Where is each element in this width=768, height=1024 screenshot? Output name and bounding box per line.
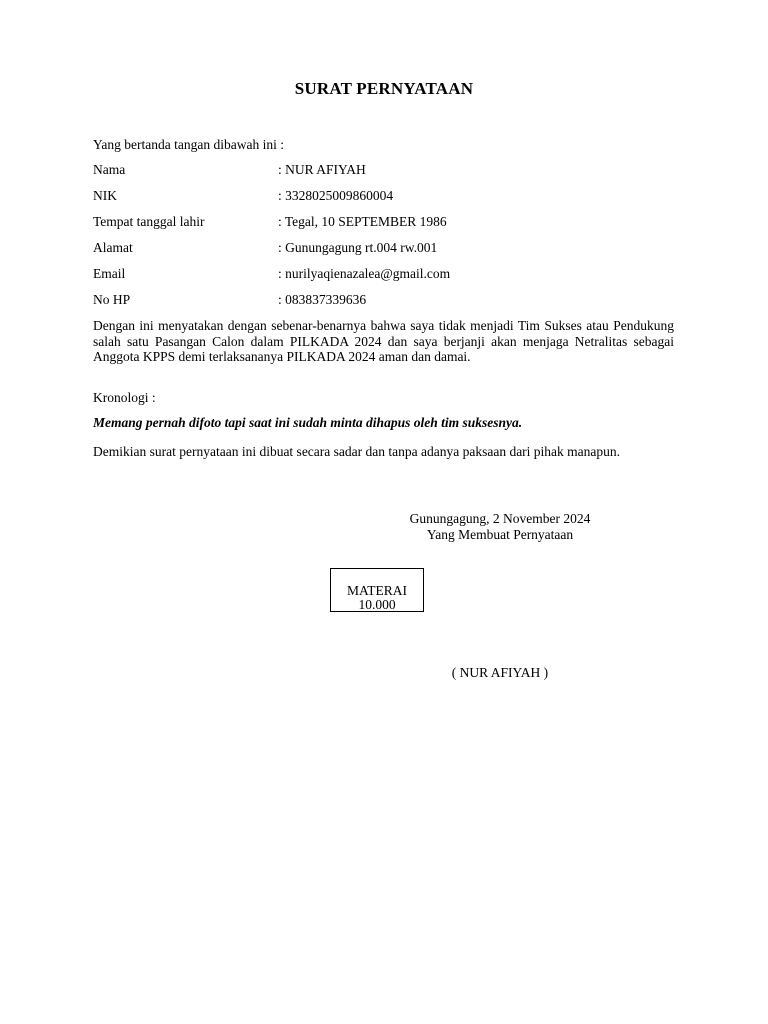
closing-paragraph: Demikian surat pernyataan ini dibuat secara sadar dan tanpa adanya paksaan dari pihak manapun. xyxy=(93,444,621,459)
signature-block xyxy=(380,511,620,542)
field-label: Alamat xyxy=(93,240,133,255)
field-nama xyxy=(93,162,683,180)
field-value: : 3328025009860004 xyxy=(278,188,394,203)
chronology-label: Kronologi : xyxy=(93,390,156,405)
field-value: : Gunungagung rt.004 rw.001 xyxy=(278,240,438,255)
field-email xyxy=(93,266,683,284)
stamp-line2: 10.000 xyxy=(358,597,396,612)
signer-name: ( NUR AFIYAH ) xyxy=(451,665,549,680)
field-value: : 083837339636 xyxy=(278,292,367,307)
stamp-box xyxy=(330,568,424,612)
field-label: Tempat tanggal lahir xyxy=(93,214,205,229)
field-nik xyxy=(93,188,683,206)
intro-text: Yang bertanda tangan dibawah ini : xyxy=(93,137,284,152)
field-address xyxy=(93,240,683,258)
field-value: : NUR AFIYAH xyxy=(278,162,366,177)
place-date: Gunungagung, 2 November 2024 xyxy=(409,511,591,526)
field-label: NIK xyxy=(93,188,117,203)
field-label: Nama xyxy=(93,162,126,177)
field-label: No HP xyxy=(93,292,131,307)
document-title: SURAT PERNYATAAN xyxy=(294,79,474,98)
maker-label: Yang Membuat Pernyataan xyxy=(426,526,574,542)
field-value: : Tegal, 10 SEPTEMBER 1986 xyxy=(278,214,447,229)
field-label: Email xyxy=(93,266,126,281)
stamp-line1: MATERAI xyxy=(347,583,407,598)
field-phone xyxy=(93,292,683,310)
field-birth xyxy=(93,214,683,232)
chronology-text: Memang pernah difoto tapi saat ini sudah minta dihapus oleh tim suksesnya. xyxy=(93,415,523,430)
field-value: : nurilyaqienazalea@gmail.com xyxy=(278,266,451,281)
statement-paragraph: Dengan ini menyatakan dengan sebenar-benarnya bahwa saya tidak menjadi Tim Sukses atau Pendukung salah satu Pasangan Calon dalam PILKADA 2024 dan saya berjanji akan menjaga Netralitas sebagai Anggota KPPS demi terlaksananya PILKADA 2024 aman dan damai. xyxy=(93,318,674,364)
